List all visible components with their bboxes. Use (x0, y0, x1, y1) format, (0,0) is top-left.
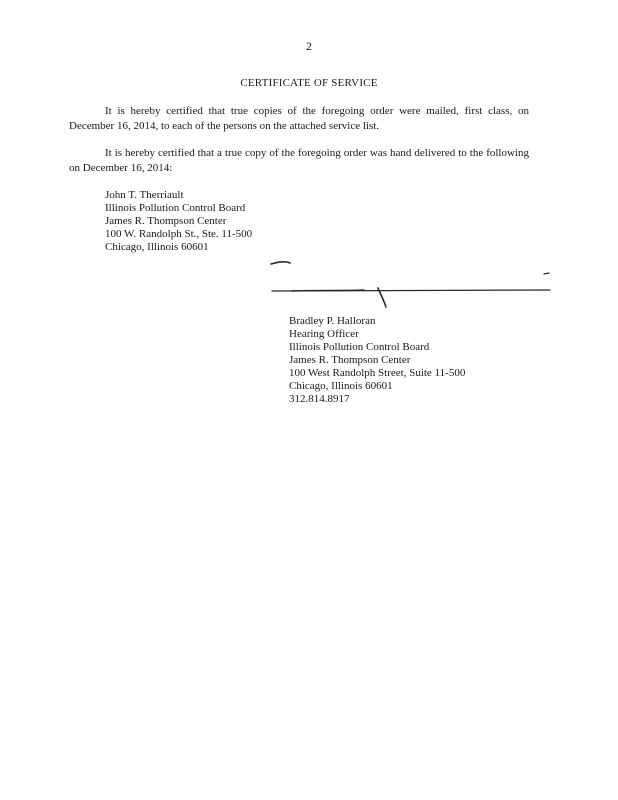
handwritten-signature (268, 255, 558, 315)
recipient-city: Chicago, Illinois 60601 (105, 241, 209, 253)
signer-street: 100 West Randolph Street, Suite 11-500 (289, 367, 466, 379)
signer-phone: 312.814.8917 (289, 393, 350, 405)
page-number: 2 (306, 39, 312, 53)
signature-mark (268, 255, 558, 315)
recipient-name: John T. Therriault (105, 189, 184, 201)
recipient-building: James R. Thompson Center (105, 215, 227, 227)
recipient-address-block (105, 189, 252, 254)
certificate-paragraph-hand-delivered: It is hereby certified that a true copy of the foregoing order was hand delivered to the following on December 16, 2014: (69, 147, 529, 174)
signer-name: Bradley P. Halloran (289, 315, 376, 327)
recipient-organization: Illinois Pollution Control Board (105, 202, 246, 214)
signer-city: Chicago, Illinois 60601 (289, 380, 393, 392)
signer-building: James R. Thompson Center (289, 354, 411, 366)
certificate-paragraph-mailed: It is hereby certified that true copies of the foregoing order were mailed, first class, on December 16, 2014, to each of the persons on the attached service list. (69, 105, 529, 132)
signer-title: Hearing Officer (289, 328, 359, 340)
recipient-street: 100 W. Randolph St., Ste. 11-500 (105, 228, 253, 240)
signer-address-block (289, 315, 465, 406)
signer-organization: Illinois Pollution Control Board (289, 341, 430, 353)
certificate-title: CERTIFICATE OF SERVICE (240, 77, 378, 89)
